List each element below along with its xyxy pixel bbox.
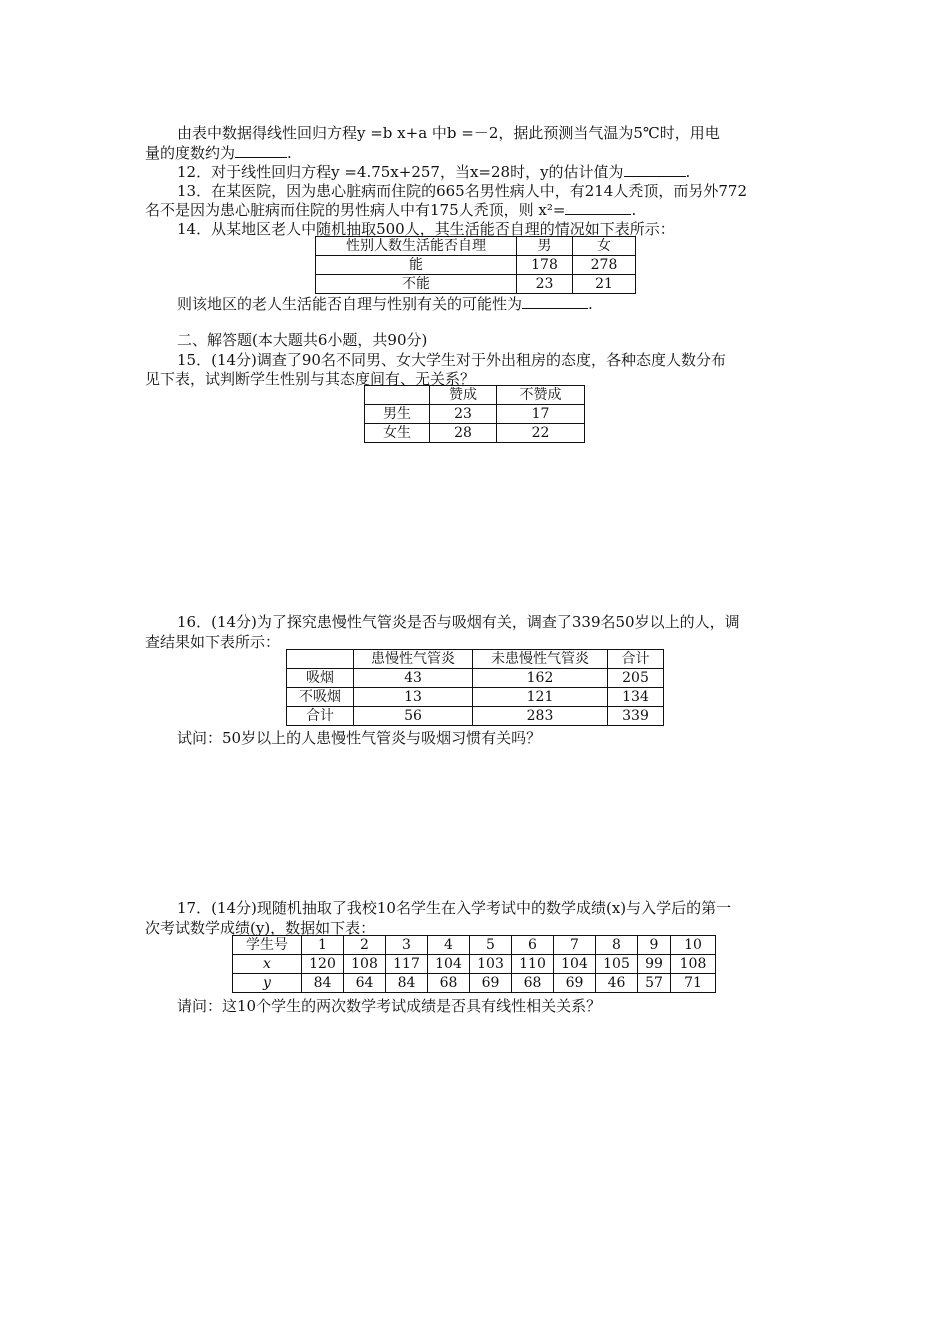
table-cell: 108	[671, 955, 716, 974]
answer-blank	[565, 200, 631, 215]
table-cell: 84	[386, 974, 428, 993]
table-cell: 104	[428, 955, 470, 974]
table-cell: 104	[554, 955, 596, 974]
table-cell: 103	[470, 955, 512, 974]
table-cell: 339	[608, 707, 664, 726]
table-row	[233, 974, 716, 993]
table-cell: 117	[386, 955, 428, 974]
table-row	[287, 650, 664, 669]
question-14-period: .	[588, 295, 593, 313]
question-17-table	[232, 935, 716, 993]
intro-line-2-period: .	[287, 144, 292, 162]
table-cell: 21	[573, 275, 636, 294]
question-13-text: 名不是因为患心脏病而住院的男性病人中有175人秃顶，则 x²=	[145, 201, 566, 219]
table-cell: 2	[344, 936, 386, 955]
table-cell: 不赞成	[497, 386, 585, 405]
table-row	[365, 424, 585, 443]
table-cell: 205	[608, 669, 664, 688]
answer-blank	[522, 294, 588, 309]
section-heading: 二、解答题(本大题共6小题，共90分)	[177, 331, 428, 349]
table-cell: y	[233, 974, 302, 993]
table-row	[287, 669, 664, 688]
question-12-period: .	[685, 163, 691, 181]
table-row	[233, 955, 716, 974]
table-cell: 学生号	[233, 936, 302, 955]
question-14-after	[177, 294, 593, 314]
answer-blank	[624, 162, 686, 177]
table-cell: 108	[344, 955, 386, 974]
question-12-text: 12．对于线性回归方程y =4.75x+257，当x=28时，y的估计值为	[177, 163, 624, 181]
table-cell: 134	[608, 688, 664, 707]
question-15-line-2: 见下表，试判断学生性别与其态度间有、无关系？	[145, 370, 476, 388]
table-cell: 84	[302, 974, 344, 993]
table-cell: x	[233, 955, 302, 974]
question-14-after-text: 则该地区的老人生活能否自理与性别有关的可能性为	[177, 295, 523, 313]
table-cell: 64	[344, 974, 386, 993]
question-16-line-1: 16．(14分)为了探究患慢性气管炎是否与吸烟有关，调查了339名50岁以上的人，调	[177, 613, 740, 631]
table-cell: 71	[671, 974, 716, 993]
table-cell: 68	[512, 974, 554, 993]
question-14-table	[315, 236, 636, 294]
question-16-line-2: 查结果如下表所示：	[145, 633, 281, 651]
question-12	[177, 162, 690, 182]
question-16-question: 试问：50岁以上的人患慢性气管炎与吸烟习惯有关吗？	[177, 729, 542, 747]
table-row	[365, 386, 585, 405]
question-16-table	[286, 649, 664, 726]
table-cell: 105	[596, 955, 638, 974]
table-cell: 69	[470, 974, 512, 993]
question-13-line-2	[145, 200, 636, 220]
answer-blank	[235, 143, 287, 158]
table-cell: 8	[596, 936, 638, 955]
table-cell: 5	[470, 936, 512, 955]
table-cell: 110	[512, 955, 554, 974]
table-cell: 17	[497, 405, 585, 424]
table-cell: 56	[354, 707, 473, 726]
table-cell: 46	[596, 974, 638, 993]
table-row	[287, 688, 664, 707]
table-cell: 99	[638, 955, 671, 974]
question-14-line-1: 14．从某地区老人中随机抽取500人，其生活能否自理的情况如下表所示：	[177, 220, 675, 238]
question-17-question: 请问：这10个学生的两次数学考试成绩是否具有线性相关关系？	[177, 997, 602, 1015]
table-cell: 23	[430, 405, 497, 424]
table-cell: 吸烟	[287, 669, 354, 688]
table-cell: 7	[554, 936, 596, 955]
table-cell: 患慢性气管炎	[354, 650, 473, 669]
table-cell: 6	[512, 936, 554, 955]
table-row	[365, 405, 585, 424]
table-cell: 23	[517, 275, 573, 294]
intro-line-1: 由表中数据得线性回归方程y =b x+a 中b =－2，据此预测当气温为5℃时，用电	[177, 124, 720, 142]
table-cell: 13	[354, 688, 473, 707]
table-cell: 能	[316, 256, 517, 275]
table-row	[316, 256, 636, 275]
table-cell: 120	[302, 955, 344, 974]
table-cell: 未患慢性气管炎	[473, 650, 608, 669]
question-13-period: .	[631, 201, 637, 219]
table-cell: 178	[517, 256, 573, 275]
table-cell	[365, 386, 430, 405]
table-cell: 女	[573, 237, 636, 256]
table-cell: 121	[473, 688, 608, 707]
table-cell: 283	[473, 707, 608, 726]
table-cell: 性别人数生活能否自理	[316, 237, 517, 256]
table-cell: 162	[473, 669, 608, 688]
table-cell: 合计	[287, 707, 354, 726]
table-cell: 女生	[365, 424, 430, 443]
table-cell: 男生	[365, 405, 430, 424]
table-row	[316, 237, 636, 256]
question-17-line-2: 次考试数学成绩(y)，数据如下表：	[145, 919, 376, 937]
table-row	[233, 936, 716, 955]
table-cell	[287, 650, 354, 669]
table-cell: 278	[573, 256, 636, 275]
table-cell: 赞成	[430, 386, 497, 405]
table-cell: 57	[638, 974, 671, 993]
intro-line-2-text: 量的度数约为	[145, 144, 236, 162]
question-15-table	[364, 385, 585, 443]
intro-line-2	[145, 143, 292, 163]
table-cell: 合计	[608, 650, 664, 669]
table-cell: 43	[354, 669, 473, 688]
table-cell: 不吸烟	[287, 688, 354, 707]
question-13-line-1: 13．在某医院，因为患心脏病而住院的665名男性病人中，有214人秃顶，而另外772	[177, 182, 747, 200]
table-cell: 69	[554, 974, 596, 993]
table-cell: 68	[428, 974, 470, 993]
table-cell: 10	[671, 936, 716, 955]
table-cell: 男	[517, 237, 573, 256]
question-15-line-1: 15．(14分)调查了90名不同男、女大学生对于外出租房的态度，各种态度人数分布	[177, 351, 726, 369]
question-17-line-1: 17．(14分)现随机抽取了我校10名学生在入学考试中的数学成绩(x)与入学后的第一	[177, 899, 732, 917]
table-row	[316, 275, 636, 294]
table-cell: 9	[638, 936, 671, 955]
table-cell: 28	[430, 424, 497, 443]
table-cell: 不能	[316, 275, 517, 294]
table-cell: 1	[302, 936, 344, 955]
table-cell: 4	[428, 936, 470, 955]
table-row	[287, 707, 664, 726]
table-cell: 3	[386, 936, 428, 955]
table-cell: 22	[497, 424, 585, 443]
